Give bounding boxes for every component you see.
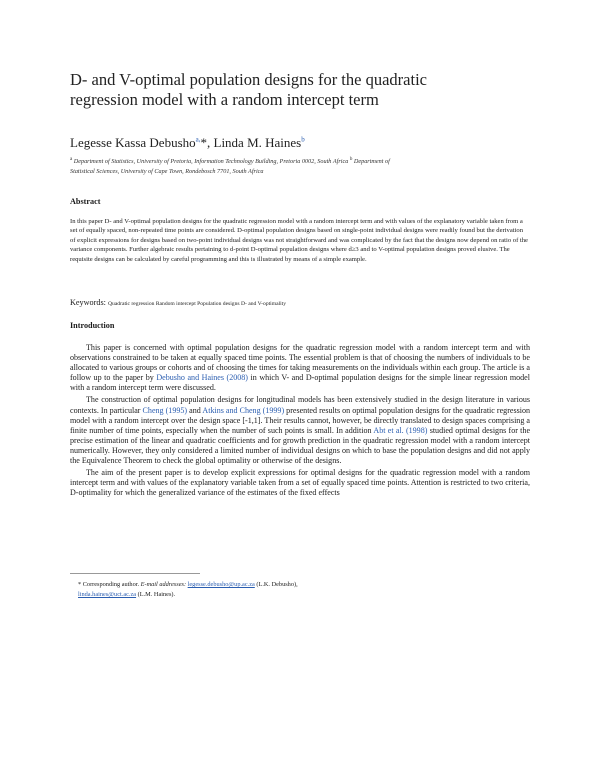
- author-separator: ,: [207, 135, 214, 150]
- affil-b: Department of Statistical Sciences, University of Cape Town, Rondebosch 7701, South Africa: [70, 158, 390, 175]
- ref-cheng-1995[interactable]: Cheng (1995): [142, 405, 188, 415]
- ref-abt-1998[interactable]: Abt et al. (1998): [373, 425, 428, 435]
- introduction-heading: Introduction: [70, 321, 115, 330]
- intro-p1-text-a: This paper is concerned with optimal population designs for the quadratic regression model with a random intercept term and with observations constrained to be taken at equally spaced time points. The essential problem is that of choosing the numbers of individuals to be allocated to various groups or cohorts and of choosing the times for taking measurements on the individuals within each group. The article is a follow up to the paper by: [70, 343, 530, 383]
- intro-p2-text-a: The construction of optimal population designs for longitudinal models has been extensively studied in the design literature in various contexts. In particular: [70, 395, 530, 415]
- ref-debusho-haines-2008[interactable]: Debusho and Haines (2008): [156, 373, 248, 383]
- affil-a-sup: a: [70, 157, 73, 162]
- introduction-body: [70, 343, 530, 498]
- footnote-mark: * Corresponding author.: [78, 581, 141, 588]
- email-owner-1: (L.K. Debusho),: [254, 581, 298, 588]
- intro-p2-text-d: studied optimal designs for the precise estimation of the linear and quadratic coefficients and for growth prediction in the quadratic regression model with a random intercept numerically. However, they only considered a limited number of individual designs on which to base the population designs and did not apply the Equivalence Theorem to check the global optimality or otherwise of the designs.: [70, 425, 531, 466]
- intro-p1-text-b: in which V- and D-optimal population designs for the simple linear regression model with a random intercept term were discussed.: [70, 373, 530, 393]
- author-line: [70, 135, 305, 151]
- email-link-2[interactable]: linda.haines@uct.ac.za: [78, 591, 137, 599]
- author-1-affil-link[interactable]: a,: [195, 135, 201, 144]
- intro-p2-text-b: and: [187, 405, 203, 415]
- footnote-email-label: E-mail addresses:: [140, 581, 187, 588]
- email-owner-2: (L.M. Haines).: [136, 591, 176, 599]
- intro-paragraph-2: [70, 395, 530, 466]
- affil-b-sup: b: [349, 157, 353, 162]
- abstract-heading: Abstract: [70, 197, 101, 206]
- footnote: [78, 580, 408, 601]
- affil-a: Department of Statistics, University of Pretoria, Information Technology Building, Pretoria 0002, South Africa: [72, 158, 350, 166]
- author-1: Legesse Kassa Debusho: [70, 135, 196, 150]
- keywords-label: Keywords:: [70, 298, 106, 307]
- intro-paragraph-1: [70, 343, 530, 393]
- intro-paragraph-3: The aim of the present paper is to develop explicit expressions for optimal designs for the quadratic regression model with a random intercept term and with values of the explanatory variable taken from a set of equally spaced time points. Attention is restricted to two criteria, D-optimality for which the generalized variance of the estimates of the fixed effects: [70, 468, 530, 498]
- affiliations: [70, 155, 410, 176]
- author-2-affil-link[interactable]: b: [301, 135, 305, 144]
- abstract-text: In this paper D- and V-optimal population designs for the quadratic regression model with a random intercept term and with values of the explanatory variable taken from a set of equally spaced, non-repeated time points are considered. D-optimal population designs based on single-point individual designs were readily found but the derivation of explicit expressions for designs based on two-point individual designs was not straightforward and was complicated by the fact that the designs now depend on ratio of the variance components. Further algebraic results pertaining to d-point D-optimal population designs where d≥3 and to V-optimal population designs proved elusive. The requisite designs can be calculated by careful programming and this is illustrated by means of a simple example.: [70, 218, 528, 263]
- keywords-line: [70, 298, 286, 307]
- author-2: Linda M. Haines: [213, 135, 302, 150]
- ref-atkins-cheng-1999[interactable]: Atkins and Cheng (1999): [202, 405, 285, 415]
- corresponding-mark[interactable]: *: [200, 135, 207, 150]
- keywords-list: Quadratic regression Random intercept Population designs D- and V-optimality: [107, 301, 287, 307]
- intro-p2-text-c: presented results on optimal population designs for the quadratic regression model with a random intercept over the design space [-1,1]. Their results cannot, however, be directly translated to design spaces comprising a finite number of time points, especially when the number of such points is small. In addition: [70, 405, 530, 435]
- email-link-1[interactable]: legesse.debusho@up.ac.za: [187, 581, 255, 588]
- paper-title: D- and V-optimal population designs for the quadratic regression model with a random intercept term: [70, 70, 427, 109]
- footnote-rule: [70, 573, 200, 574]
